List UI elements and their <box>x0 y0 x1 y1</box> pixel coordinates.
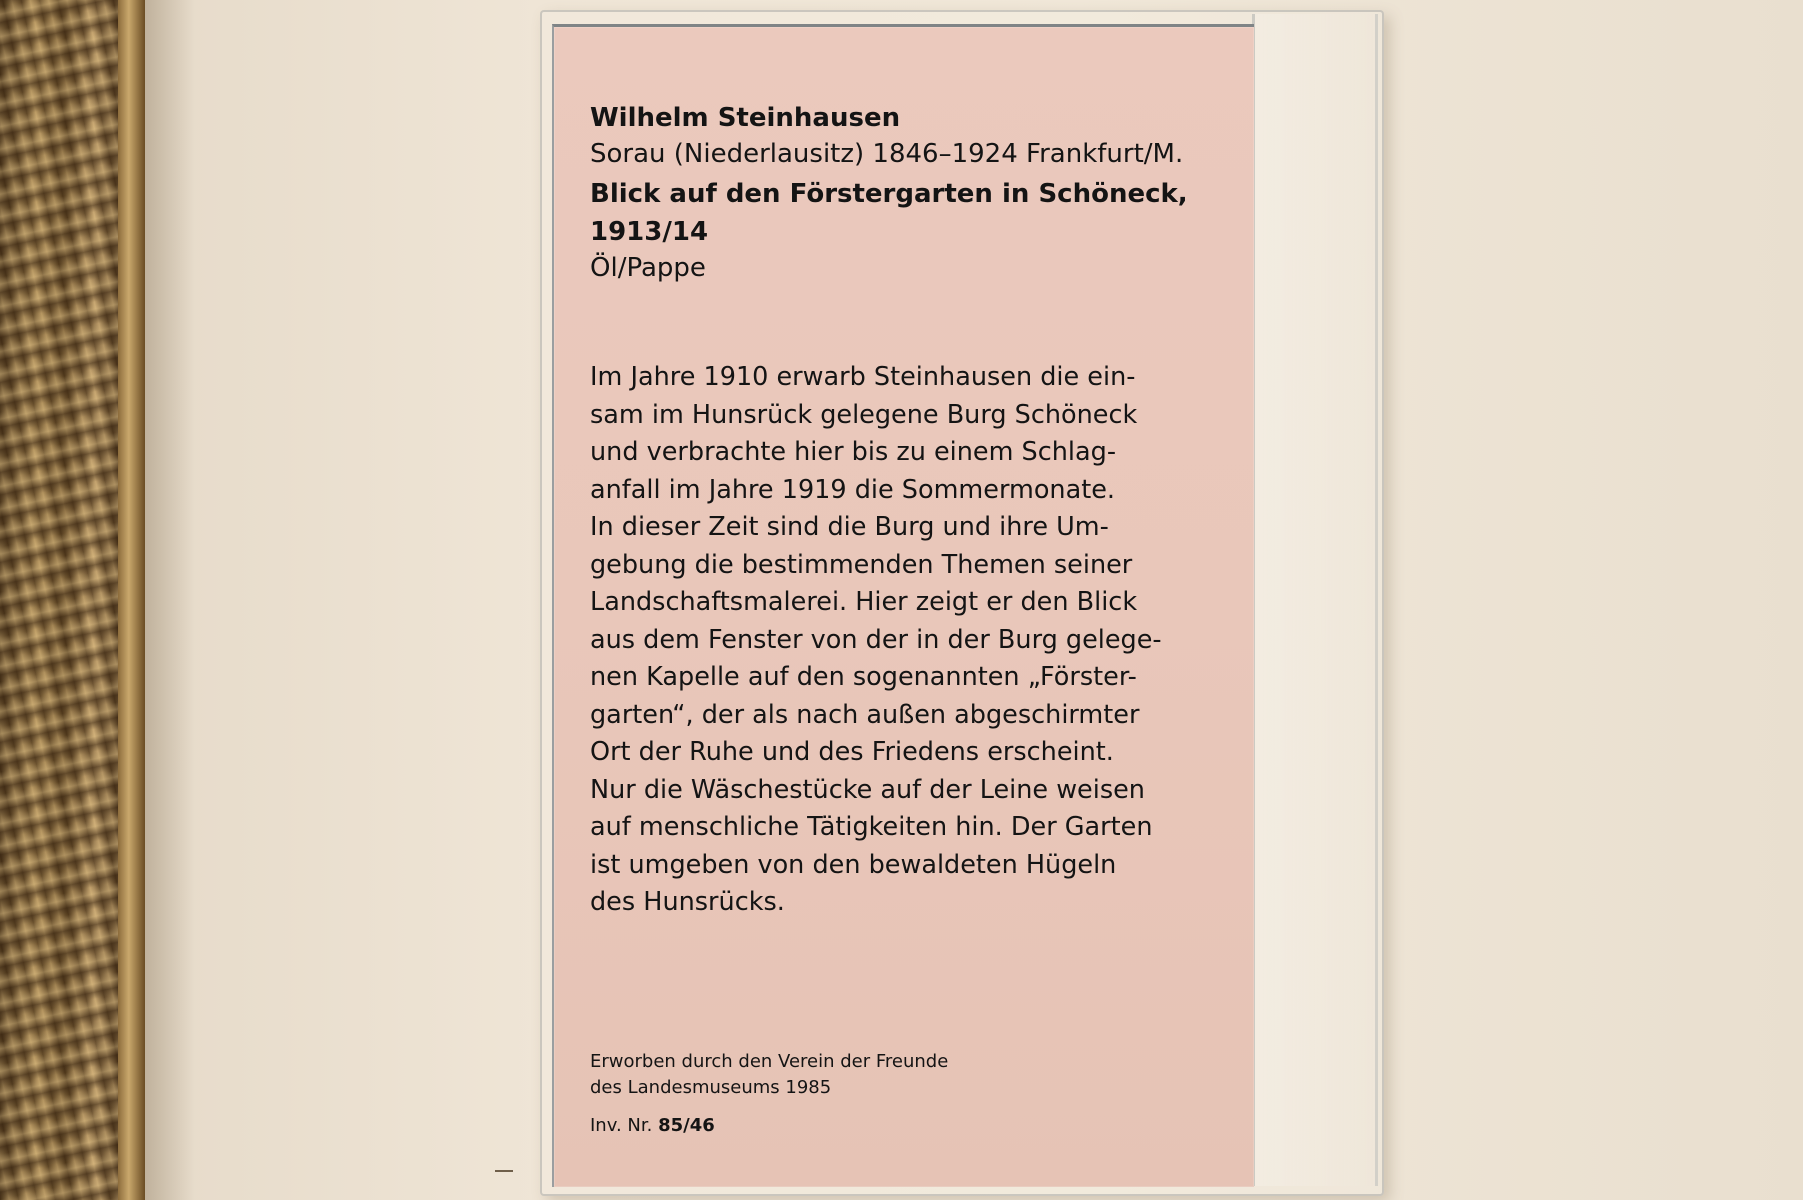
artist-life-dates: Sorau (Niederlausitz) 1846–1924 Frankfurt/M. <box>590 139 1184 169</box>
holder-side-rail <box>1252 14 1378 1186</box>
frame-inner-edge <box>118 0 145 1200</box>
museum-wall-label <box>552 24 1254 1187</box>
inventory-number: 85/46 <box>658 1115 715 1136</box>
wall-mark <box>495 1170 513 1172</box>
artwork-title: Blick auf den Förstergarten in Schöneck, 1913/14 <box>590 179 1188 247</box>
acquisition-credit: Erworben durch den Verein der Freunde des Landesmuseums 1985 <box>590 1051 949 1098</box>
artwork-description: Im Jahre 1910 erwarb Steinhausen die ein- sam im Hunsrück gelegene Burg Schöneck und verbrachte hier bis zu einem Schlag- anfall im Jahre 1919 die Sommermonate. In dieser Zeit sind die Burg und ihre Um- gebung die bestimmenden Themen seiner Landschaftsmalerei. Hier zeigt er den Blick aus dem Fenster von der in der Burg gelege- nen Kapelle auf den sogenannten „Förster- garten“, der als nach außen abgeschirmter Ort der Ruhe und des Friedens erscheint. Nur die Wäschestücke auf der Leine weisen auf menschliche Tätigkeiten hin. Der Garten ist umgeben von den bewaldeten Hügeln des Hunsrücks. <box>590 362 1162 917</box>
frame-shadow <box>145 0 195 1200</box>
artist-name: Wilhelm Steinhausen <box>590 103 901 133</box>
inventory-prefix: Inv. Nr. <box>590 1115 653 1136</box>
artwork-medium: Öl/Pappe <box>590 253 706 283</box>
inventory-line <box>590 1115 715 1136</box>
